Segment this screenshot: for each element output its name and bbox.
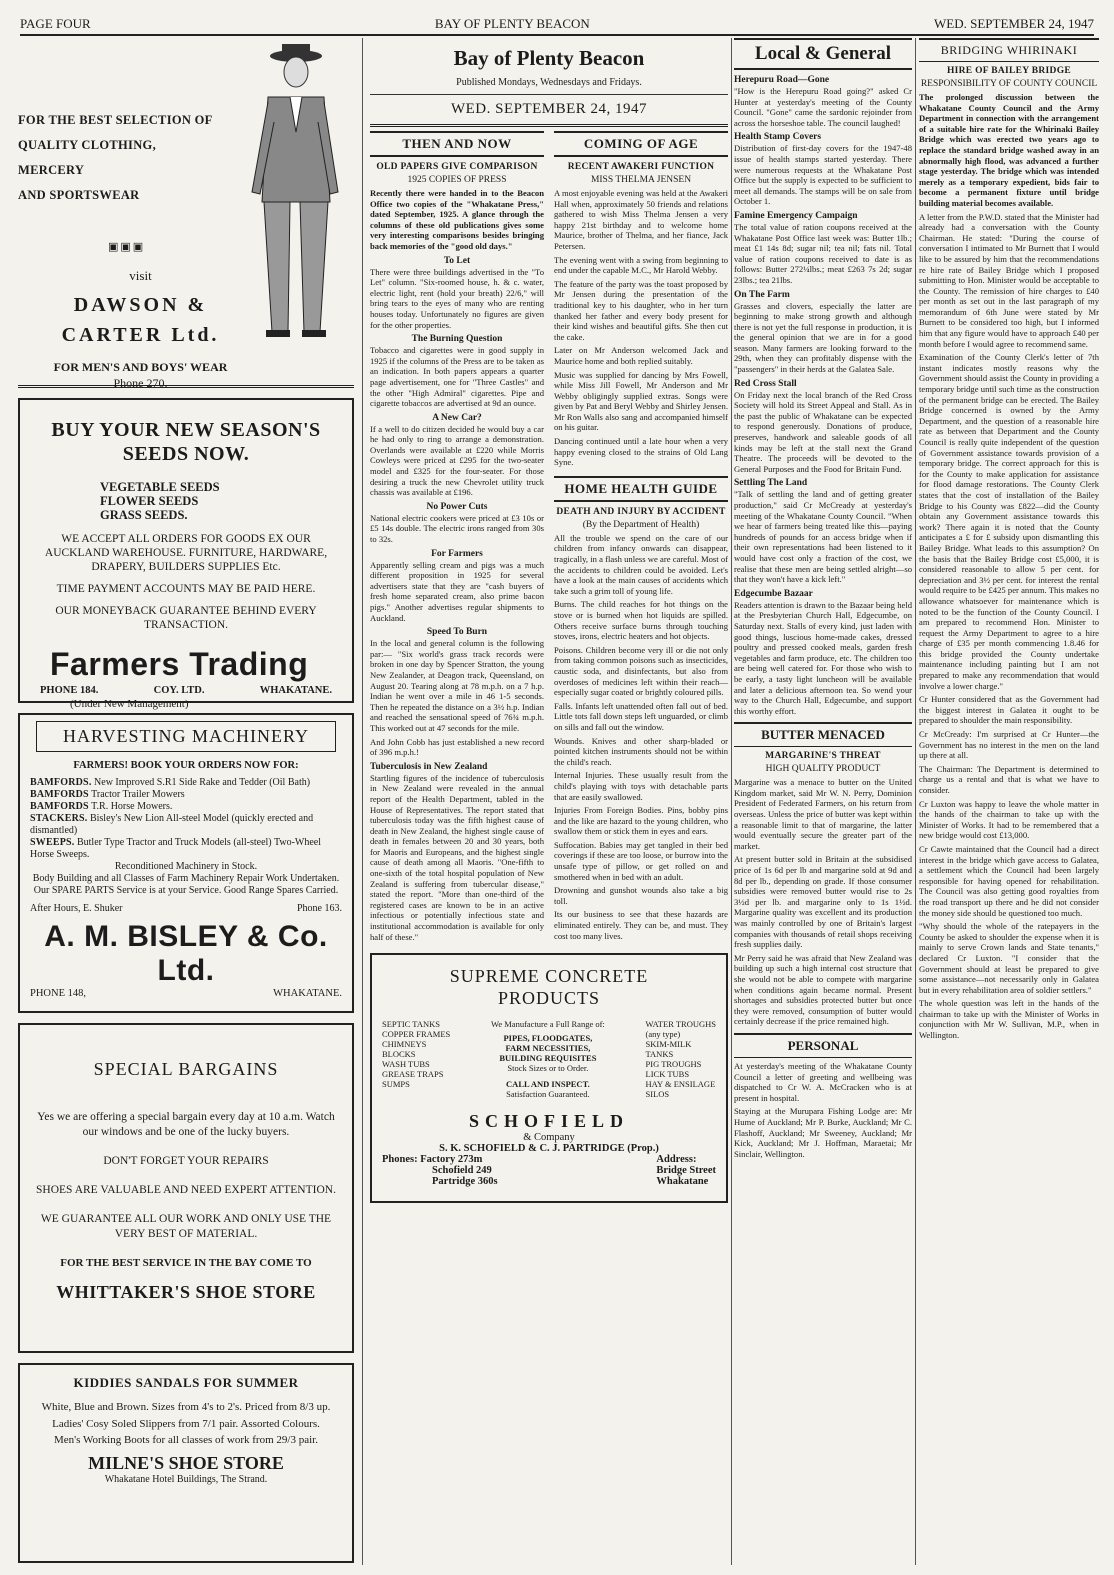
paragraph: National electric cookers were priced at £3 10s or £5 14s double. The electric irons ranged from 30s to 32s. [370, 512, 544, 545]
products-mid: We Manufacture a Full Range of: PIPES, FLOODGATES, FARM NECESSITIES, BUILDING REQUISITES Stock Sizes or to Order. CALL AND INSPECT. Satisfaction Guaranteed. [491, 1019, 605, 1100]
bisley-details: PHONE 148, WHAKATANE. [30, 988, 342, 999]
paragraph: A most enjoyable evening was held at the Awakeri Hall when, approximately 50 friends and relations gathered to wish Miss Thelma Jensen a very happy 21st birthday and to welcome home Maurice, brother of Thelma, and her fiance, Jack Petersen. [554, 188, 728, 251]
bargain-text: Yes we are offering a special bargain every day at 10 a.m. Watch our windows and be one of the lucky buyers. [37, 1111, 335, 1138]
butter-subtitle-2: HIGH QUALITY PRODUCT [765, 764, 881, 775]
dawson-wear: FOR MEN'S AND BOYS' WEAR [53, 360, 228, 374]
paragraph: Readers attention is drawn to the Bazaar being held at the Presbyterian Church Hall, Edgecumbe, on Saturday next. Stalls of every kind, just laden with good things, luscious home-made cakes, dressed poultry and pressed cooked meals, garden fresh vegetables and farm produce, etc. The children too are being well catered for. For those who wish to be early, a tasty light luncheon will be available and later a delicious afternoon tea. So wend your way to the Church Hall, Edgecumbe, and support this worthy effort. [734, 599, 912, 716]
section-heading: Tuberculosis in New Zealand [370, 761, 488, 772]
schofield-props: S. K. SCHOFIELD & C. J. PARTRIDGE (Prop.) [439, 1143, 659, 1155]
paragraph: Startling figures of the incidence of tuberculosis in New Zealand were revealed in the annual report of the Health Department, tabled in the House of Representatives. The report stated that tuberculosis today was the fifth highest cause of death in New Zealand, the highest single cause of death in females between 20 and 30 years, both for Maoris and Europeans, and the highest single cause of death among all Maoris. "One-fifth to one-sixth of the total hospital population of New Zealand is suffering from tubercular disease," stated the report. "More than one-third of the registered cases are known to be in an active infectious or potentially infectious state and institutional accommodation is available for only half of these." [370, 772, 544, 942]
paragraph: On Friday next the local branch of the Red Cross Society will hold its Street Appeal and Stall. As in the past the public of Whakatane can be expected to respond generously. Donations of produce, preserves, handwork and saleable goods of all kinds may be left at the stall next the Grand Theatre. The proceeds will be devoted to the General Purposes and the Food for Britain Fund. [734, 389, 912, 474]
article-subtitle: OLD PAPERS GIVE COMPARISON [376, 162, 538, 172]
machinery-item: BAMFORDS T.R. Horse Mowers. [30, 801, 173, 812]
local-general-title: Local & General [734, 38, 912, 70]
paragraph: The Chairman: The Department is determined to charge us a rental and that is what we have to consider. [919, 763, 1099, 795]
advertisement-column [18, 38, 354, 1565]
paragraph: Injuries From Foreign Bodies. Pins, bobby pins and the like are hazard to the young children, who swallow them or stick them in eyes and ears. [554, 805, 728, 837]
paragraph: "How is the Herepuru Road going?" asked Cr Hunter at yesterday's meeting of the County Council. "Gone" came the sardonic rejoinder from across the horseshoe table. The council laughed! [734, 86, 912, 128]
article-subtitle: DEATH AND INJURY BY ACCIDENT [556, 506, 726, 517]
bisley-ad [18, 713, 354, 1013]
paper-name: BAY OF PLENTY BEACON [434, 16, 590, 31]
butter-title: BUTTER MENACED [734, 722, 912, 747]
section-heading: Herepuru Road—Gone [734, 75, 830, 85]
accept-orders: WE ACCEPT ALL ORDERS FOR GOODS EX OUR AUCKLAND WAREHOUSE. FURNITURE, HARDWARE, DRAPERY, BUILDERS SUPPLIES Etc. [44, 533, 328, 573]
paragraph: Tobacco and cigarettes were in good supply in 1925 if the columns of the Press are to be taken as an indication. In both papers appears a quarter page advertisement, one for "Three Castles" and the other "High Admiral" cigarettes. Pipe and cigarette tobaccos are advertised at 9d an ounce. [370, 345, 544, 409]
paragraph: "Talk of settling the land and of getting greater production," said Cr McCready at yesterday's meeting of the Whakatane County Council. "When we hear of farmers being treated like this—paying hundreds of pounds for an access bridge when if their own representations had been listened to it would have cost only a fraction of the cost, we realise that these men are being settled alright—so that they won't have a kick left." [734, 489, 912, 585]
milne-name: MILNE'S SHOE STORE [88, 1452, 284, 1473]
spare-parts: Our SPARE PARTS Service is at your Service. Good Range Spares Carried. [33, 885, 339, 896]
products-grid [382, 1019, 716, 1099]
schofield-name: SCHOFIELD [468, 1111, 630, 1132]
paragraph: And John Cobb has just established a new record of 396 m.p.h.! [370, 736, 544, 758]
page-date: WED. SEPTEMBER 24, 1947 [934, 16, 1094, 31]
personal-title: PERSONAL [734, 1033, 912, 1058]
paragraph: All the trouble we spend on the care of our children from infancy onwards can disappear, tragically, in a flash unless we are careful. Most of the accidents to children could be avoided. Let's have a look at the main causes of accidents which take such a grim toll of young life. [554, 532, 728, 596]
paragraph: Mr Perry said he was afraid that New Zealand was building up such a high internal cost structure that she would not be able to compete with margarine when conditions again became normal. Present shortages and subsidies protected butter but once they were removed, consumption of butter would certainly decrease if the price remained high. [734, 952, 912, 1027]
farmers-trading-ad [18, 398, 354, 710]
paragraph: The feature of the party was the toast proposed by Mr Jensen during the presentation of the traditional key to his daughter, who in her turn thanked her father and every body present for their kind wishes and beautiful gifts. She then cut the cake. [554, 278, 728, 342]
paragraph: Later on Mr Anderson welcomed Jack and Maurice home and both replied suitably. [554, 345, 728, 366]
dawson-carter-ad [18, 38, 354, 388]
seeds-heading: BUY YOUR NEW SEASON'S SEEDS NOW. [51, 419, 321, 465]
paragraph: Cr Cawte maintained that the Council had a direct interest in the bridge which gave access to Galatea, a settlement which the Council had been largely responsible for having opened for rehabilitation. The Council was also getting good royalties from the road transport up there and he did not consider the money side should be questioned too much. [919, 843, 1099, 918]
article-lead: The prolonged discussion between the Whakatane County Council and the Army Department in connection with the arrangement of a suitable hire rate for the Whirinaki Bailey Bridge which was erected two years ago to replace the standard bridge washed away in an abnormally high flood, was advanced a further stage yesterday. The bridge which was intended merely as a temporary expedient, bids fair to become a permanent fixture until bridge building material becomes available. [919, 92, 1099, 208]
paragraph: The whole question was left in the hands of the chairman to take up with the Minister of Works in conjunction with Mr W. Sullivan, M.P., when in Wellington. [919, 998, 1099, 1041]
schofield-contact: Phones: Factory 273m Schofield 249 Partridge 360s Address: Bridge Street Whakatane [382, 1154, 716, 1188]
paragraph: Cr Luxton was happy to leave the whole matter in the hands of the chairman to take up with the Minister of Works. It had to be remembered that a new bridge would cost £13,000. [919, 798, 1099, 841]
guarantee-text: WE GUARANTEE ALL OUR WORK AND ONLY USE THE VERY BEST OF MATERIAL. [40, 1213, 332, 1240]
bridge-subtitle: HIRE OF BAILEY BRIDGE [946, 66, 1072, 76]
article-subtitle-2: MISS THELMA JENSEN [590, 175, 692, 185]
local-general-column [734, 38, 912, 1565]
masthead-date: WED. SEPTEMBER 24, 1947 [370, 101, 728, 127]
column-rule [915, 38, 916, 1565]
products-right: WATER TROUGHS (any type) SKIM-MILK TANKS PIG TROUGHS LICK TUBS HAY & ENSILAGE SILOS [645, 1019, 716, 1100]
concrete-ad [370, 953, 728, 1203]
paragraph: There were three buildings advertised in the "To Let" column. "Six-roomed house, h. & c. water, electric light, rent (hold your breath) 22/6," will bring tears to the eyes of many who are renting houses today. Unfortunately no figures are given for the other properties. [370, 266, 544, 330]
management-note: (Under New Management) [70, 698, 189, 710]
after-hours: After Hours, E. Shuker Phone 163. [30, 903, 342, 914]
machinery-item: STACKERS. Bisley's New Lion All-steel Model (quickly erected and dismantled) [30, 813, 314, 836]
page-header [20, 12, 1094, 36]
publication-days: Published Mondays, Wednesdays and Fridays. [370, 77, 728, 95]
products-left: SEPTIC TANKS COPPER FRAMES CHIMNEYS BLOCKS WASH TUBS GREASE TRAPS SUMPS [382, 1019, 451, 1090]
paragraph: Cr McCready: I'm surprised at Cr Hunter—the Government has no interest in the men on the land up there at all. [919, 729, 1099, 761]
paragraph: Internal Injuries. These usually result from the child's playing with toys with detachable parts that are easily swallowed. [554, 770, 728, 802]
sandals-heading: KIDDIES SANDALS FOR SUMMER [73, 1375, 299, 1390]
butter-subtitle: MARGARINE'S THREAT [765, 751, 881, 762]
visit-text: visit [129, 268, 152, 283]
machinery-item: BAMFORDS Tractor Trailer Mowers [30, 789, 185, 800]
byline: (By the Department of Health) [582, 519, 700, 530]
shoes-text: SHOES ARE VALUABLE AND NEED EXPERT ATTENTION. [36, 1184, 336, 1196]
paragraph: Suffocation. Babies may get tangled in their bed coverings if these are too loose, or burrow into the unsafe type of pillow, or get rolled on and smothered when in bed with an adult. [554, 839, 728, 882]
article-title: THEN AND NOW [370, 131, 544, 157]
articles-two-col [370, 131, 728, 945]
sandals-text: White, Blue and Brown. Sizes from 4's to 2's. Priced from 8/3 up. [41, 1401, 331, 1413]
section-heading: Health Stamp Covers [734, 132, 822, 143]
machinery-item: BAMFORDS. New Improved S.R1 Side Rake and Tedder (Oil Bath) [30, 777, 311, 788]
article-subtitle-2: 1925 COPIES OF PRESS [407, 175, 507, 185]
schofield-company: & Company [523, 1132, 575, 1144]
best-service: FOR THE BEST SERVICE IN THE BAY COME TO [60, 1257, 312, 1269]
whittaker-ad [18, 1023, 354, 1353]
paragraph: If a well to do citizen decided he would buy a car he had only to ring to arrange a demonstration. Overlands were available at £220 while Morris Cowleys were priced at £295 for the two-seater model and £325 for the four-seater. For those desiring a truck the new Chevrolet utility truck chassis was available at £196. [370, 423, 544, 498]
page-number: PAGE FOUR [20, 16, 91, 31]
article-subtitle: RECENT AWAKERI FUNCTION [567, 162, 715, 172]
section-heading: No Power Cuts [426, 501, 488, 512]
section-heading: Speed To Burn [426, 627, 488, 638]
section-heading: Famine Emergency Campaign [734, 210, 858, 221]
paragraph: A letter from the P.W.D. stated that the Minister had already had a conversation with the County Chairman. He stated: "During the course of conversation I intimated to Mr Burnett that I would like to be assured by him that the recommendations re hire rate of Bailey Bridge which I proposed submitting to Hon. Minister would be acceptable to the County. The remission of hire charges to £40 per month as set out in the last paragraph of my memorandum of 6th June were stated by Mr Burnett to be considered too high, but I informed him that any figure would have to approach £40 per month before I would agree to recommend same. [919, 211, 1099, 349]
harvesting-heading: HARVESTING MACHINERY [36, 721, 336, 752]
section-heading: Red Cross Stall [734, 378, 797, 389]
dawson-carter-name: DAWSON & CARTER Ltd. [61, 294, 220, 346]
column-rule [362, 38, 363, 1565]
article-title: COMING OF AGE [554, 131, 728, 157]
paragraph: Its our business to see that these hazards are eliminated entirely. They can be, and must. They cost too many lives. [554, 909, 728, 941]
milne-address: Whakatane Hotel Buildings, The Strand. [104, 1473, 268, 1485]
paragraph: At yesterday's meeting of the Whakatane County Council a letter of greeting and wellbeing was dispatched to Cr W. A. McCracken who is at present in hospital. [734, 1060, 912, 1103]
paragraph: At present butter sold in Britain at the subsidised price of 1s 6d per lb and margarine sold at 9d and 8d per lb., depending on grade. If those consumer subsidies were removed butter would rise to 2s 3½d per lb. and margarine only to 1s 1½d. Margarine quality was excellent and its production was mainly controlled by one of Britain's largest companies with thousands of retail shops receiving fresh supplies daily. [734, 854, 912, 950]
paragraph: Drowning and gunshot wounds also take a big toll. [554, 885, 728, 906]
boots-text: Men's Working Boots for all classes of work from 29/3 pair. [54, 1434, 318, 1446]
guarantee: OUR MONEYBACK GUARANTEE BEHIND EVERY TRANSACTION. [55, 605, 317, 631]
section-heading: A New Car? [432, 412, 482, 423]
then-and-now-article [370, 131, 544, 945]
article-lead: Recently there were handed in to the Beacon Office two copies of the "Whakatane Press," dated September, 1925. A glance through the columns of these old publications gives some very interesting comparisons besides bringing back memories of the "good old days." [370, 188, 544, 251]
paragraph: Grasses and clovers, especially the latter are beginning to make strong growth and although there is not yet the full response in production, it is the general opinion that we are in for a good season. Many farmers are looking forward to the 29th, when they can profitably dispense with the "passengers" in their herds at the Galatea Sale. [734, 300, 912, 375]
column-rule [731, 38, 732, 1565]
paragraph: Wounds. Knives and other sharp-bladed or pointed kitchen instruments should not be within the child's reach. [554, 735, 728, 767]
farmers-details: PHONE 184. COY. LTD. WHAKATANE. [40, 685, 332, 696]
concrete-heading: SUPREME CONCRETE PRODUCTS [449, 966, 649, 1009]
time-payment: TIME PAYMENT ACCOUNTS MAY BE PAID HERE. [56, 583, 316, 595]
machinery-item: SWEEPS. Butler Type Tractor and Truck Models (all-steel) Two-Wheel Horse Sweeps. [30, 837, 322, 860]
paragraph: Distribution of first-day covers for the 1947-48 issue of health stamps started yesterday. There were numerous requests at the Whakatane Post Office but the supply is expected to be sufficient to meet all demands. The stamps will be on sale from October 1. [734, 143, 912, 207]
paragraph: The total value of ration coupons received at the Whakatane Post Office last week was: Butter 1lb.; meat £1 14s 8d; sugar nil; tea nil; fats nil. Total value of ration coupons received to date is as follows: Butter 272¼lbs.; meat £263 7s 2d; sugar 23lbs.; tea 21lbs. [734, 221, 912, 285]
bridge-column [919, 38, 1099, 1565]
section-heading: Edgecumbe Bazaar [734, 588, 813, 599]
reconditioned: Reconditioned Machinery in Stock. [114, 861, 258, 872]
section-heading: To Let [443, 255, 471, 266]
editorial-column [370, 38, 728, 1565]
paragraph: Poisons. Children become very ill or die not only from taking common poisons such as insecticides, caustic soda, and disinfectants, but also from overdoses of medicines left within their reach—especially sugar coated or brightly coloured pills. [554, 644, 728, 698]
bridge-subtitle-2: RESPONSIBILITY OF COUNTY COUNCIL [920, 79, 1098, 89]
section-heading: The Burning Question [411, 334, 503, 345]
bridge-title: BRIDGING WHIRINAKI [919, 38, 1099, 62]
milne-ad [18, 1363, 354, 1563]
whittaker-name: WHITTAKER'S SHOE STORE [56, 1282, 316, 1302]
slippers-text: Ladies' Cosy Soled Slippers from 7/1 pair. Assorted Colours. [52, 1417, 320, 1430]
special-bargains-heading: SPECIAL BARGAINS [93, 1059, 279, 1079]
seeds-list: VEGETABLE SEEDS FLOWER SEEDS GRASS SEEDS. [100, 480, 220, 522]
farmers-trading-name: Farmers Trading [50, 646, 309, 682]
dawson-phone: Phone 270. [113, 376, 168, 390]
section-heading: Settling The Land [734, 478, 808, 489]
book-orders: FARMERS! BOOK YOUR ORDERS NOW FOR: [73, 760, 299, 771]
paragraph: The evening went with a swing from beginning to end under the capable M.C., Mr Harold Webby. [554, 254, 728, 276]
paragraph: In the local and general column is the following par:— "Six world's grass track records were broken in one day by Spencer Stratton, the young New Zealander, at Deagon track, Queensland, on August 20. Tearing along at 78 m.p.h. on a 7 h.p. Indian he went over a mile in 46 1-5 seconds. Then he repeated the distance on a 3½ h.p. Indian and reached the sensational speed of 76¾ m.p.h. This worked out at 47 seconds for the mile. [370, 638, 544, 733]
paragraph: Margarine was a menace to butter on the United Kingdom market, said Mr W. N. Perry, Dominion President of Federated Farmers, on his return from overseas. Unless the price of butter was kept within a reasonable limit to that of margarine, the latter would eventually secure the greater part of the market. [734, 777, 912, 851]
section-heading: For Farmers [431, 548, 483, 559]
paragraph: Falls. Infants left unattended often fall out of bed. Little tots fall down steps left unguarded, or climb on sills and fall out the window. [554, 700, 728, 732]
right-sub-column [554, 131, 728, 945]
masthead-title: Bay of Plenty Beacon [453, 46, 645, 70]
paragraph: "Why should the whole of the ratepayers in the County be asked to shoulder the expense when it is mainly to serve Crown lands and State tenants," declared Cr Luxton. "I consider that the Government should at least be prepared to give some assistance—not necessarily only in Galatea but in every rehabilitation area of soldier settlers." [919, 921, 1099, 995]
dawson-tagline: FOR THE BEST SELECTION OF QUALITY CLOTHING, MERCERY AND SPORTSWEAR [18, 113, 213, 202]
paragraph: Burns. The child reaches for hot things on the stove or is burned when hot liquids are spilled. Others receive surface burns through touching stoves, irons, electric heaters and hot objects. [554, 599, 728, 642]
ornament-icon: ▣▣▣ [108, 241, 146, 253]
section-heading: On The Farm [734, 289, 790, 300]
repairs-text: DON'T FORGET YOUR REPAIRS [103, 1155, 269, 1167]
paragraph: Staying at the Murupara Fishing Lodge are: Mr Hume of Auckland; Mr P. Burke, Auckland; Mr C. Flashoff, Auckland; Mr Sweeney, Auckland; Mr Kick, Auckland; Mr J. Hoffman, Maraetai; Mr Sinclair, Wellington. [734, 1106, 912, 1159]
bisley-name: A. M. BISLEY & Co. Ltd. [44, 920, 328, 987]
paragraph: Cr Hunter considered that as the Government had the biggest interest in Galatea it ought to be prepared to shoulder the main responsibility. [919, 694, 1099, 726]
article-title: HOME HEALTH GUIDE [554, 476, 728, 502]
paragraph: Music was supplied for dancing by Mrs Fowell, while Miss Jill Fowell, Mr Anderson and Mr Webby obligingly supplied extras. Songs were given by Pat and Beryl Webby and Shirley Jensen. Mr Ron Walls also sang and accompanied himself on his guitar. [554, 369, 728, 433]
paragraph: Dancing continued until a late hour when a very happy evening closed to the strains of Old Lang Syne. [554, 436, 728, 468]
paragraph: Examination of the County Clerk's letter of 7th instant indicates mostly reasons why the Government should assist the County in providing a temporary bridge until such time as the construction of the permanent bridge can be erected. The Bailey Bridge concerned is owned by the Army Department, and the question of a reasonable hire rate as between that Department and the County Council is really quite independent of the question of Government assistance towards provision of a temporary bridge. The correct approach for this is for the County to make application for assistance for flood damage restorations. The County Clerk states that the cost of installation of the Bailey Bridge to his County was £822—did the County obtain any Government assistance towards this work? There again it is noted that the County anticipates a £ for £ subsidy upon dismantling this Bailey Bridge. What leads to this assumption? On the basis that the Bailey Bridge cost £5,000, it is considered reasonable to allow 5 per cent. for depreciation and 3½ per cent. for interest the rental would require to be £425 per annum. This makes no allowance whatsoever for maintenance which is noted to be the function of the County Council. I am prepared to recommend Hon. Minister to request the Army Department to agree to a hire charge of £35 per month commencing 1.8.46 for this bridge provided the County undertake maintenance including painting but I am not prepared to make any recommendation that would involve a lower charge." [919, 352, 1099, 691]
paragraph: Apparently selling cream and pigs was a much different proposition in 1925 for several advertisers state that they are "cash buyers of fresh home separated cream, also prime bacon pigs." Another advertises regular shipments to Auckland. [370, 559, 544, 623]
body-building: Body Building and all Classes of Farm Machinery Repair Work Undertaken. [32, 873, 340, 884]
